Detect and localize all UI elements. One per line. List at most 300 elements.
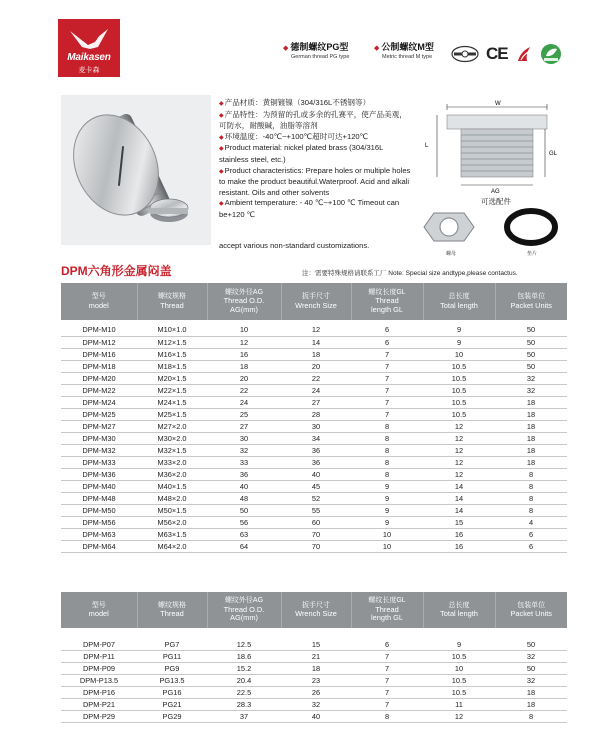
table-cell: 32 bbox=[207, 444, 281, 456]
table-cell: 18 bbox=[495, 444, 567, 456]
table-cell: 20 bbox=[281, 360, 351, 372]
table-row bbox=[61, 651, 567, 663]
metric-spec-table bbox=[61, 283, 567, 553]
column-header-cn: 螺纹长度GL bbox=[368, 288, 406, 296]
table-cell: 14 bbox=[281, 336, 351, 348]
table-row bbox=[61, 540, 567, 552]
table-cell: 52 bbox=[281, 492, 351, 504]
table-cell: 9 bbox=[423, 639, 495, 651]
table-row bbox=[61, 468, 567, 480]
table-cell: 8 bbox=[351, 444, 423, 456]
table-cell: 14 bbox=[423, 504, 495, 516]
table-cell: DPM-M64 bbox=[61, 540, 137, 552]
table-cell: 33 bbox=[207, 456, 281, 468]
optional-accessories: 可选配件 bbox=[481, 197, 511, 206]
table-cell: M50×1.5 bbox=[137, 504, 207, 516]
table-cell: DPM-M20 bbox=[61, 372, 137, 384]
table-cell: 8 bbox=[351, 420, 423, 432]
column-header bbox=[207, 283, 281, 320]
table-cell: 28.3 bbox=[207, 699, 281, 711]
cn-material: ◆ 产品材质：黄铜镀镍（304/316L不锈钢等） bbox=[219, 98, 413, 110]
table-cell: 64 bbox=[207, 540, 281, 552]
table-cell: 18 bbox=[495, 396, 567, 408]
hex-nut-image bbox=[418, 207, 480, 247]
table-cell: 18 bbox=[207, 360, 281, 372]
en-characteristics: ◆ Product characteristics: Prepare holes or multiple holes to make the product beautiful.Waterproof. Acid and alkali resistant. Oils and other solvents bbox=[219, 166, 413, 199]
column-header-en: Thread bbox=[375, 296, 399, 306]
table-cell: M36×2.0 bbox=[137, 468, 207, 480]
table-cell: 32 bbox=[495, 651, 567, 663]
table-cell: 12 bbox=[281, 324, 351, 336]
table-cell: 32 bbox=[495, 675, 567, 687]
product-image bbox=[61, 95, 211, 245]
table-cell: 7 bbox=[351, 675, 423, 687]
table-cell: PG7 bbox=[137, 639, 207, 651]
spacer-cell bbox=[61, 628, 567, 639]
table-cell: DPM-P16 bbox=[61, 687, 137, 699]
table-cell: 30 bbox=[281, 420, 351, 432]
pg-table-header bbox=[61, 592, 567, 628]
section-note: 注：需要特殊规格请联系工厂 Note: Special size andtype,please contactus. bbox=[302, 270, 518, 277]
column-header-en-2: AG(mm) bbox=[230, 613, 258, 623]
table-cell: 10 bbox=[423, 348, 495, 360]
rohs-icon bbox=[540, 43, 562, 65]
table-cell: PG16 bbox=[137, 687, 207, 699]
table-cell: 18 bbox=[495, 699, 567, 711]
table-cell: 18 bbox=[281, 348, 351, 360]
table-cell: 15 bbox=[281, 639, 351, 651]
table-row bbox=[61, 408, 567, 420]
table-cell: 9 bbox=[351, 504, 423, 516]
certifications bbox=[450, 43, 562, 65]
pg-thread-en: German thread PG type bbox=[291, 54, 350, 60]
o-ring-image bbox=[500, 207, 562, 247]
metric-table-header bbox=[61, 283, 567, 320]
column-header-cn: 扳手尺寸 bbox=[302, 601, 330, 609]
table-row bbox=[61, 516, 567, 528]
table-cell: DPM-M40 bbox=[61, 480, 137, 492]
table-row bbox=[61, 528, 567, 540]
table-cell: 8 bbox=[351, 432, 423, 444]
column-header-cn: 包装单位 bbox=[517, 293, 546, 301]
table-cell: DPM-M32 bbox=[61, 444, 137, 456]
column-header-cn: 扳手尺寸 bbox=[302, 293, 330, 301]
table-cell: M56×2.0 bbox=[137, 516, 207, 528]
table-cell: M64×2.0 bbox=[137, 540, 207, 552]
table-cell: 18 bbox=[495, 432, 567, 444]
table-cell: M16×1.5 bbox=[137, 348, 207, 360]
table-cell: PG29 bbox=[137, 711, 207, 723]
table-cell: 45 bbox=[281, 480, 351, 492]
table-cell: DPM-M56 bbox=[61, 516, 137, 528]
table-cell: 48 bbox=[207, 492, 281, 504]
table-cell: 8 bbox=[495, 711, 567, 723]
column-header-cn: 总长度 bbox=[448, 601, 470, 609]
column-header-cn: 螺纹规格 bbox=[158, 601, 186, 609]
table-cell: 18 bbox=[495, 408, 567, 420]
column-header bbox=[137, 592, 207, 628]
product-description bbox=[219, 98, 413, 251]
m-thread-en: Metric thread M type bbox=[382, 54, 433, 60]
table-cell: 30 bbox=[207, 432, 281, 444]
table-cell: 37 bbox=[207, 711, 281, 723]
pg-spec-table bbox=[61, 592, 567, 723]
dim-gl: GL bbox=[549, 151, 558, 157]
table-cell: DPM-M30 bbox=[61, 432, 137, 444]
column-header bbox=[351, 592, 423, 628]
table-cell: 40 bbox=[207, 480, 281, 492]
table-cell: 7 bbox=[351, 384, 423, 396]
table-cell: 18 bbox=[495, 687, 567, 699]
column-header bbox=[423, 283, 495, 320]
table-cell: M10×1.0 bbox=[137, 324, 207, 336]
brand-cn-name: 麦卡森 bbox=[78, 67, 100, 74]
table-cell: 9 bbox=[423, 336, 495, 348]
ring-label: 垫片 bbox=[527, 251, 538, 257]
nut-label: 螺母 bbox=[446, 251, 457, 257]
table-cell: PG13.5 bbox=[137, 675, 207, 687]
table-cell: 10 bbox=[207, 324, 281, 336]
table-cell: 7 bbox=[351, 408, 423, 420]
table-cell: 12 bbox=[423, 420, 495, 432]
table-cell: DPM-M63 bbox=[61, 528, 137, 540]
column-header-en: model bbox=[88, 609, 109, 618]
column-header-en: Packet Units bbox=[510, 300, 552, 310]
pg-thread-cn: ◆ 德制螺纹PG型 bbox=[283, 43, 349, 53]
table-cell: 63 bbox=[207, 528, 281, 540]
table-cell: M63×1.5 bbox=[137, 528, 207, 540]
table-cell: 9 bbox=[351, 492, 423, 504]
table-cell: DPM-P09 bbox=[61, 663, 137, 675]
table-row bbox=[61, 336, 567, 348]
table-cell: 10 bbox=[423, 663, 495, 675]
table-cell: 9 bbox=[351, 516, 423, 528]
custom-note: accept various non-standard customizations. bbox=[219, 240, 370, 250]
table-cell: DPM-M18 bbox=[61, 360, 137, 372]
column-header bbox=[423, 592, 495, 628]
dim-ag: AG bbox=[491, 189, 500, 194]
column-header-cn: 总长度 bbox=[448, 293, 470, 301]
dim-w: W bbox=[495, 101, 501, 107]
table-row bbox=[61, 504, 567, 516]
table-cell: 23 bbox=[281, 675, 351, 687]
table-cell: DPM-P11 bbox=[61, 651, 137, 663]
table-cell: 6 bbox=[351, 336, 423, 348]
table-cell: 10 bbox=[351, 540, 423, 552]
column-header bbox=[61, 592, 137, 628]
table-row bbox=[61, 480, 567, 492]
column-header-cn: 型号 bbox=[91, 601, 106, 609]
en-temperature: ◆ Ambient temperature: - 40 ℃~+100 ℃ Timeout can be+120 ℃ bbox=[219, 198, 413, 220]
table-cell: 36 bbox=[281, 456, 351, 468]
column-header-cn: 螺纹外径AG bbox=[224, 288, 264, 296]
column-header-en: Thread bbox=[160, 300, 184, 310]
table-cell: DPM-P29 bbox=[61, 711, 137, 723]
table-row bbox=[61, 456, 567, 468]
table-cell: M20×1.5 bbox=[137, 372, 207, 384]
table-spacer bbox=[61, 628, 567, 639]
table-cell: 32 bbox=[281, 699, 351, 711]
table-cell: DPM-M12 bbox=[61, 336, 137, 348]
table-cell: 26 bbox=[281, 687, 351, 699]
table-row bbox=[61, 675, 567, 687]
table-cell: 12 bbox=[423, 444, 495, 456]
table-cell: 10.5 bbox=[423, 651, 495, 663]
column-header-en: model bbox=[88, 300, 109, 310]
table-cell: 21 bbox=[281, 651, 351, 663]
table-cell: 50 bbox=[495, 324, 567, 336]
column-header bbox=[61, 283, 137, 320]
table-cell: 9 bbox=[423, 324, 495, 336]
table-cell: DPM-M10 bbox=[61, 324, 137, 336]
table-cell: 8 bbox=[495, 504, 567, 516]
table-cell: M48×2.0 bbox=[137, 492, 207, 504]
table-cell: 8 bbox=[495, 480, 567, 492]
table-cell: 20 bbox=[207, 372, 281, 384]
table-row bbox=[61, 444, 567, 456]
column-header bbox=[351, 283, 423, 320]
m-thread-cn: ◆ 公制螺纹M型 bbox=[374, 43, 434, 53]
column-header-en: Wrench Size bbox=[295, 300, 337, 310]
table-row bbox=[61, 639, 567, 651]
table-cell: 8 bbox=[351, 456, 423, 468]
table-cell: M32×1.5 bbox=[137, 444, 207, 456]
table-cell: 8 bbox=[495, 492, 567, 504]
table-cell: DPM-M24 bbox=[61, 396, 137, 408]
table-cell: DPM-P21 bbox=[61, 699, 137, 711]
table-cell: 50 bbox=[495, 360, 567, 372]
table-cell: 36 bbox=[281, 444, 351, 456]
table-row bbox=[61, 348, 567, 360]
table-cell: 18.6 bbox=[207, 651, 281, 663]
column-header bbox=[207, 592, 281, 628]
table-cell: DPM-M25 bbox=[61, 408, 137, 420]
table-cell: DPM-P13.5 bbox=[61, 675, 137, 687]
column-header-cn: 螺纹长度GL bbox=[368, 597, 406, 605]
table-cell: 34 bbox=[281, 432, 351, 444]
table-cell: 40 bbox=[281, 711, 351, 723]
column-header-en: Thread bbox=[160, 609, 184, 618]
ul-icon bbox=[514, 44, 534, 64]
table-cell: 50 bbox=[495, 639, 567, 651]
table-cell: 10 bbox=[351, 528, 423, 540]
table-cell: 16 bbox=[207, 348, 281, 360]
table-cell: 9 bbox=[351, 480, 423, 492]
brand-logo bbox=[58, 19, 120, 77]
table-cell: PG9 bbox=[137, 663, 207, 675]
table-cell: 8 bbox=[495, 468, 567, 480]
en-material: ◆ Product material: nickel plated brass (304/316L stainless steel, etc.) bbox=[219, 143, 413, 165]
table-cell: 70 bbox=[281, 528, 351, 540]
column-header-en: Thread bbox=[375, 604, 399, 614]
table-cell: DPM-M50 bbox=[61, 504, 137, 516]
table-cell: 15.2 bbox=[207, 663, 281, 675]
table-cell: 12.5 bbox=[207, 639, 281, 651]
table-cell: 55 bbox=[281, 504, 351, 516]
column-header-en: Total length bbox=[440, 609, 478, 618]
column-header-cn: 螺纹外径AG bbox=[224, 597, 264, 605]
table-cell: 50 bbox=[495, 348, 567, 360]
table-cell: 11 bbox=[423, 699, 495, 711]
table-cell: 12 bbox=[207, 336, 281, 348]
table-cell: PG21 bbox=[137, 699, 207, 711]
table-cell: M27×2.0 bbox=[137, 420, 207, 432]
table-cell: 7 bbox=[351, 360, 423, 372]
column-header bbox=[137, 283, 207, 320]
table-cell: M33×2.0 bbox=[137, 456, 207, 468]
table-row bbox=[61, 384, 567, 396]
table-cell: 4 bbox=[495, 516, 567, 528]
table-cell: 24 bbox=[281, 384, 351, 396]
table-cell: 10.5 bbox=[423, 675, 495, 687]
table-cell: 36 bbox=[207, 468, 281, 480]
column-header bbox=[495, 283, 567, 320]
table-row bbox=[61, 663, 567, 675]
dim-l: L bbox=[425, 143, 429, 149]
table-cell: DPM-M27 bbox=[61, 420, 137, 432]
table-cell: M25×1.5 bbox=[137, 408, 207, 420]
table-cell: 15 bbox=[423, 516, 495, 528]
table-cell: DPM-M48 bbox=[61, 492, 137, 504]
table-cell: 28 bbox=[281, 408, 351, 420]
table-cell: 18 bbox=[495, 420, 567, 432]
table-row bbox=[61, 360, 567, 372]
table-cell: 7 bbox=[351, 396, 423, 408]
column-header-en: Wrench Size bbox=[295, 609, 337, 618]
table-cell: 32 bbox=[495, 372, 567, 384]
table-row bbox=[61, 396, 567, 408]
table-row bbox=[61, 432, 567, 444]
ce-mark: CE bbox=[486, 44, 508, 63]
table-cell: M24×1.5 bbox=[137, 396, 207, 408]
column-header-en-2: length GL bbox=[370, 304, 404, 314]
table-cell: 10.5 bbox=[423, 396, 495, 408]
table-row bbox=[61, 420, 567, 432]
table-cell: PG11 bbox=[137, 651, 207, 663]
blanking-plug-icon bbox=[61, 95, 211, 245]
table-cell: 27 bbox=[207, 420, 281, 432]
column-header-en: Total length bbox=[440, 300, 478, 310]
table-cell: DPM-P07 bbox=[61, 639, 137, 651]
table-cell: 16 bbox=[423, 528, 495, 540]
table-cell: 6 bbox=[495, 528, 567, 540]
table-cell: 50 bbox=[495, 663, 567, 675]
column-header bbox=[281, 592, 351, 628]
table-cell: 7 bbox=[351, 687, 423, 699]
table-cell: 22 bbox=[207, 384, 281, 396]
table-cell: 10.5 bbox=[423, 408, 495, 420]
column-header-en: Packet Units bbox=[510, 609, 552, 618]
table-cell: 40 bbox=[281, 468, 351, 480]
wing-icon bbox=[68, 27, 110, 51]
table-cell: 7 bbox=[351, 372, 423, 384]
table-cell: DPM-M22 bbox=[61, 384, 137, 396]
table-cell: DPM-M16 bbox=[61, 348, 137, 360]
table-cell: 22 bbox=[281, 372, 351, 384]
table-cell: 7 bbox=[351, 348, 423, 360]
table-cell: M40×1.5 bbox=[137, 480, 207, 492]
table-cell: 50 bbox=[495, 336, 567, 348]
table-cell: 7 bbox=[351, 663, 423, 675]
table-cell: 18 bbox=[495, 456, 567, 468]
table-cell: 7 bbox=[351, 699, 423, 711]
table-cell: 12 bbox=[423, 432, 495, 444]
table-cell: 70 bbox=[281, 540, 351, 552]
table-cell: 10.5 bbox=[423, 360, 495, 372]
table-cell: 6 bbox=[351, 639, 423, 651]
table-cell: 16 bbox=[423, 540, 495, 552]
table-cell: 6 bbox=[495, 540, 567, 552]
tuv-icon bbox=[450, 45, 480, 63]
column-header bbox=[281, 283, 351, 320]
hex-nut-icon bbox=[418, 207, 480, 247]
table-cell: 12 bbox=[423, 711, 495, 723]
table-row bbox=[61, 687, 567, 699]
pg-table-body bbox=[61, 628, 567, 723]
brand-name: Maikasen bbox=[67, 52, 111, 63]
table-cell: 32 bbox=[495, 384, 567, 396]
o-ring-icon bbox=[500, 207, 562, 247]
table-cell: 24 bbox=[207, 396, 281, 408]
table-cell: 50 bbox=[207, 504, 281, 516]
table-cell: 22.5 bbox=[207, 687, 281, 699]
table-cell: 10.5 bbox=[423, 372, 495, 384]
table-cell: 12 bbox=[423, 456, 495, 468]
column-header-cn: 螺纹规格 bbox=[158, 293, 186, 301]
table-row bbox=[61, 492, 567, 504]
table-cell: 14 bbox=[423, 480, 495, 492]
table-cell: 56 bbox=[207, 516, 281, 528]
column-header-en-2: length GL bbox=[370, 613, 404, 623]
table-cell: 18 bbox=[281, 663, 351, 675]
technical-drawing bbox=[417, 99, 567, 194]
table-cell: 8 bbox=[351, 468, 423, 480]
section-title: DPM六角形金属闷盖 bbox=[61, 264, 172, 278]
table-cell: DPM-M36 bbox=[61, 468, 137, 480]
metric-table-body bbox=[61, 320, 567, 552]
table-cell: 60 bbox=[281, 516, 351, 528]
table-cell: 10.5 bbox=[423, 384, 495, 396]
table-cell: M12×1.5 bbox=[137, 336, 207, 348]
table-cell: 25 bbox=[207, 408, 281, 420]
table-cell: 12 bbox=[423, 468, 495, 480]
table-cell: M18×1.5 bbox=[137, 360, 207, 372]
cn-temperature: ◆ 环境温度：-40℃~+100℃超时可达+120℃ bbox=[219, 132, 413, 144]
column-header-cn: 型号 bbox=[91, 293, 106, 301]
table-cell: M22×1.5 bbox=[137, 384, 207, 396]
m-thread-tag bbox=[374, 43, 434, 62]
table-cell: 7 bbox=[351, 651, 423, 663]
column-header-en: Thread O.D. bbox=[223, 296, 265, 306]
cn-characteristics: ◆ 产品特性：为预留的孔或多余的孔赛平，使产品美观，可防水，耐酸碱，油脂等溶剂 bbox=[219, 110, 413, 132]
column-header-en-2: AG(mm) bbox=[230, 304, 258, 314]
table-cell: 10.5 bbox=[423, 687, 495, 699]
column-header bbox=[495, 592, 567, 628]
table-cell: 14 bbox=[423, 492, 495, 504]
column-header-en: Thread O.D. bbox=[223, 604, 265, 614]
table-row bbox=[61, 711, 567, 723]
column-header-cn: 包装单位 bbox=[517, 601, 546, 609]
table-cell: 27 bbox=[281, 396, 351, 408]
table-cell: 6 bbox=[351, 324, 423, 336]
table-cell: M30×2.0 bbox=[137, 432, 207, 444]
table-cell: 8 bbox=[351, 711, 423, 723]
table-row bbox=[61, 372, 567, 384]
table-cell: DPM-M33 bbox=[61, 456, 137, 468]
table-row bbox=[61, 324, 567, 336]
pg-thread-tag bbox=[283, 43, 349, 62]
table-cell: 20.4 bbox=[207, 675, 281, 687]
